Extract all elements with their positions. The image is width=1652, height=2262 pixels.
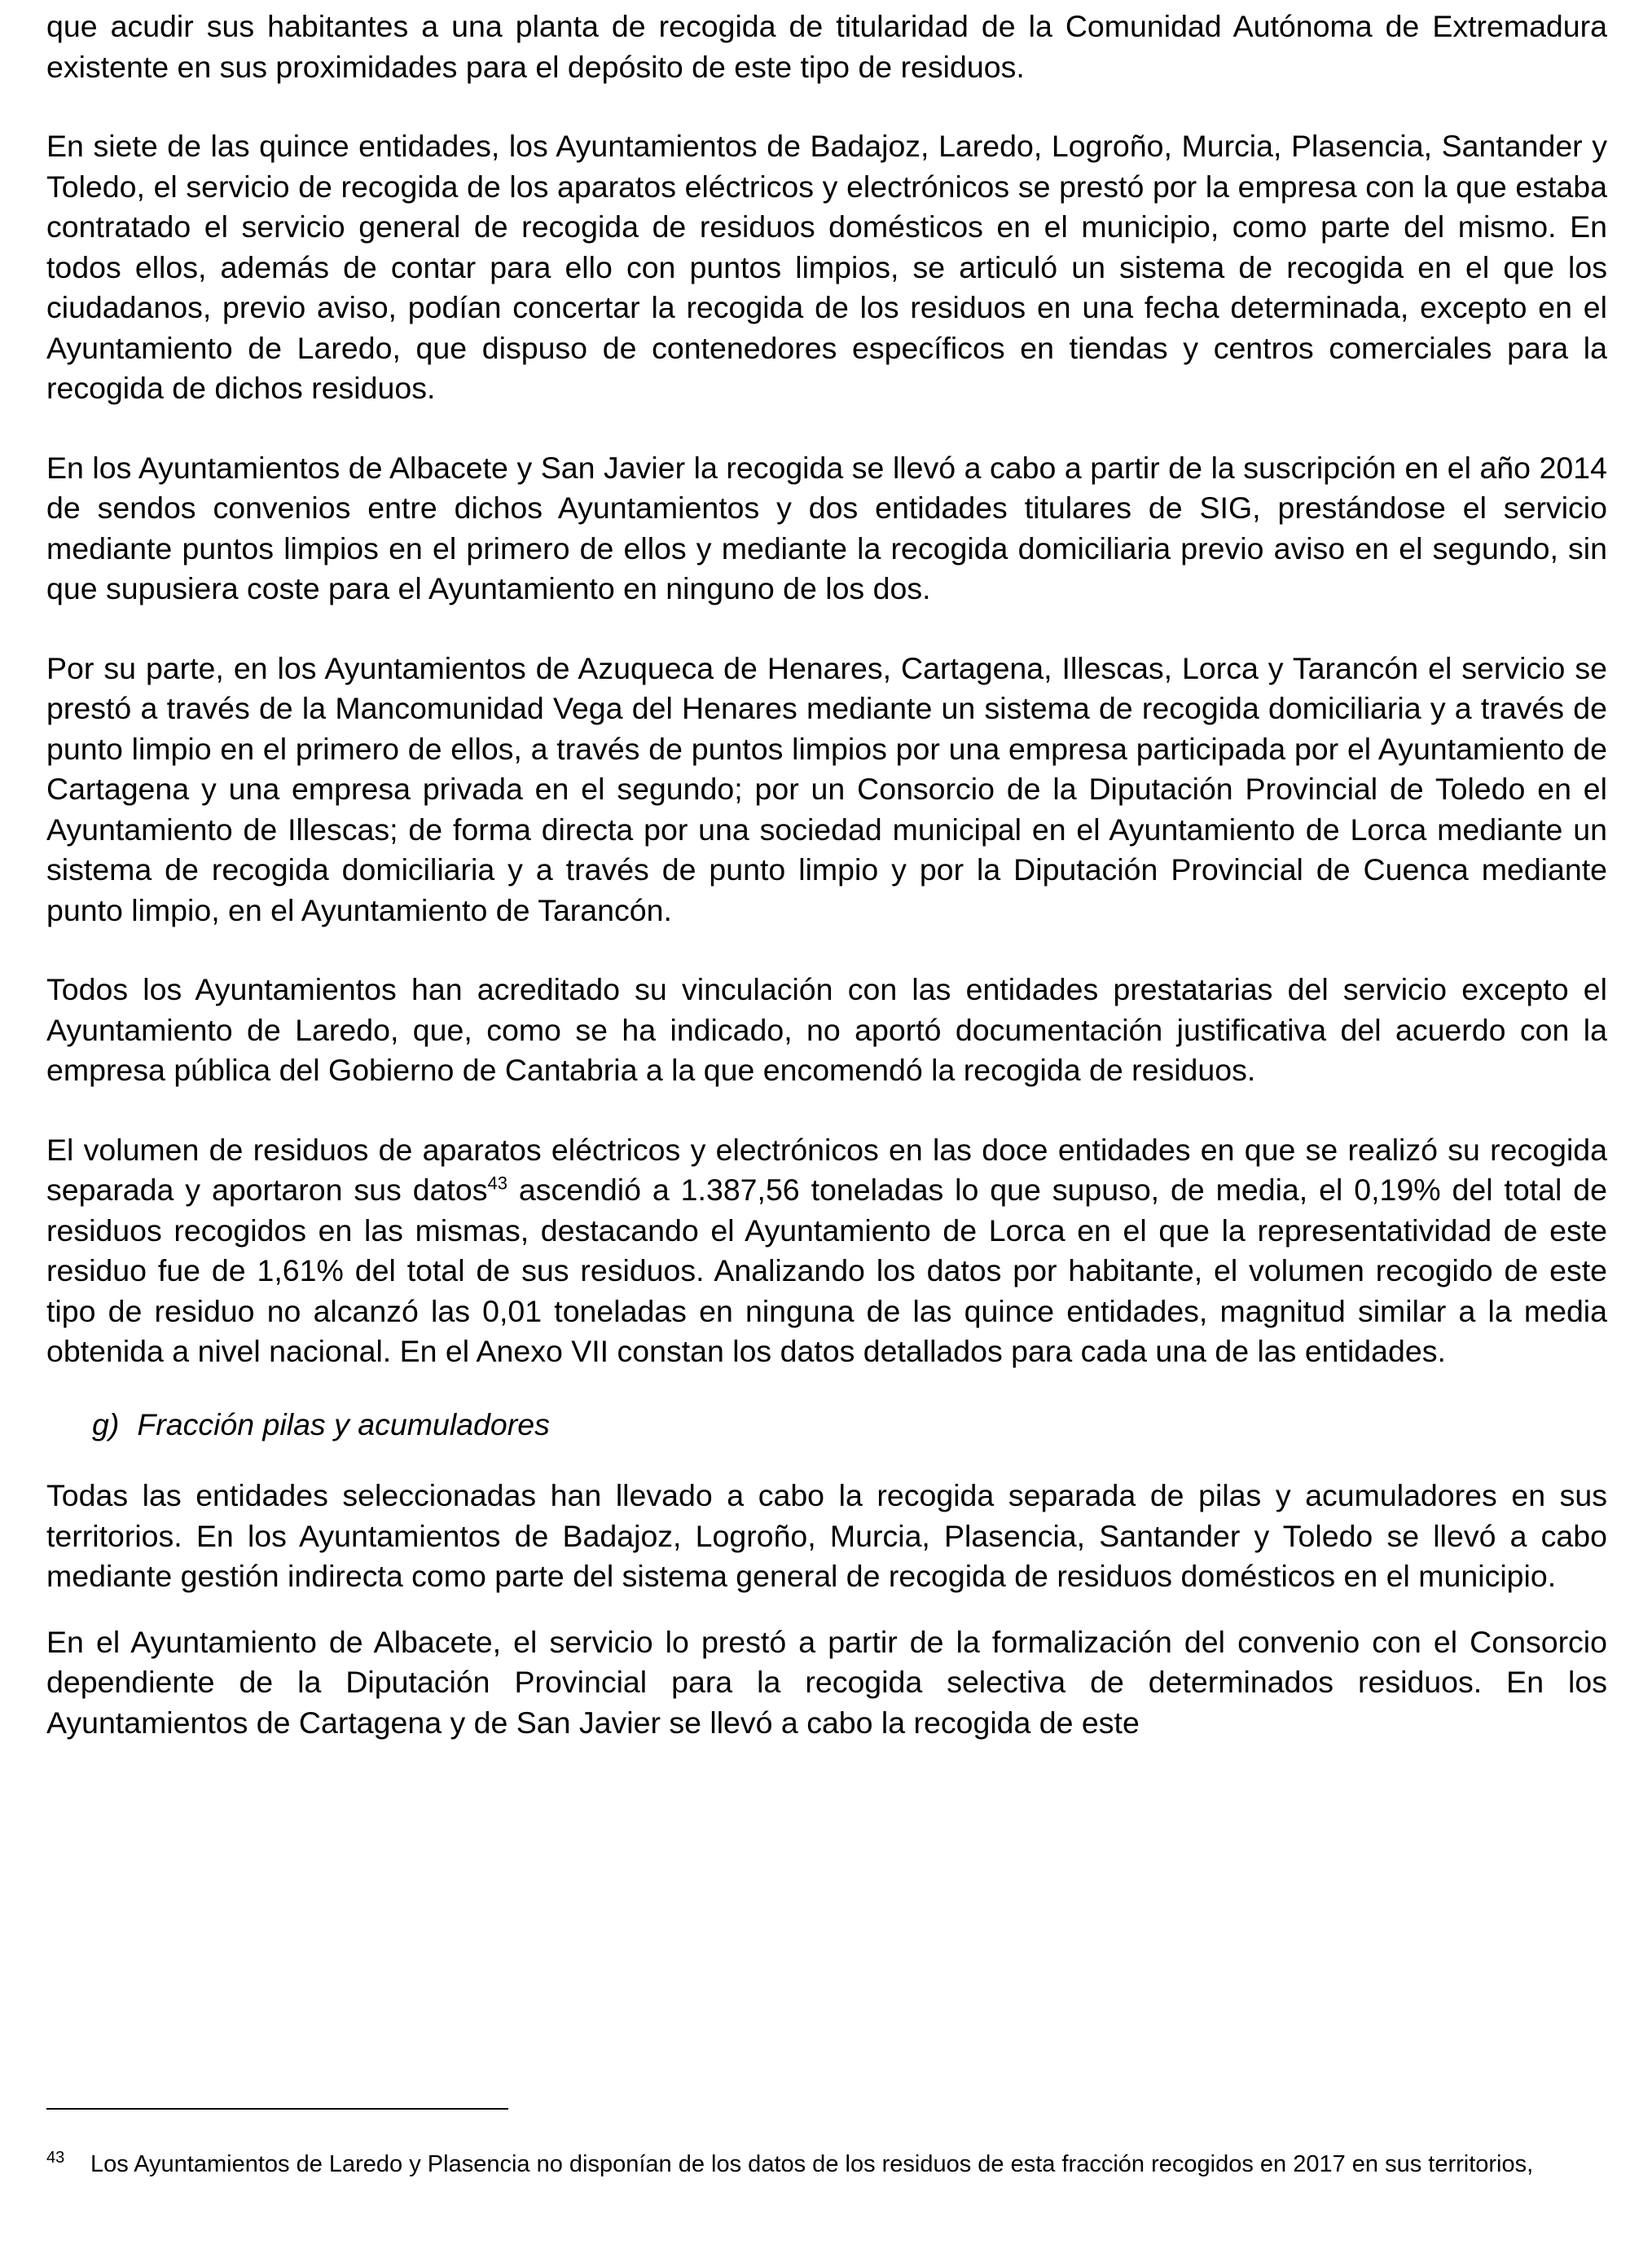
paragraph-pilas-entidades: Todas las entidades seleccionadas han llevado a cabo la recogida separada de pilas y acumuladores en sus territorios. En los Ayuntamientos de Badajoz, Logroño, Murcia, Plasencia, Santander y Toledo se llevó a cabo mediante gestión indirecta como parte del sistema general de recogida de residuos domésticos en el municipio.	[46, 1478, 1607, 1593]
section-title: Fracción pilas y acumuladores	[137, 1406, 550, 1441]
paragraph-vinculacion: Todos los Ayuntamientos han acreditado su vinculación con las entidades prestatarias del servicio excepto el Ayuntamiento de Laredo, que, como se ha indicado, no aportó documentación justificativa del acuerdo con la empresa pública del Gobierno de Cantabria a la que encomendó la recogida de residuos.	[46, 972, 1607, 1087]
volumen-text-start: El volumen de residuos de aparatos eléctricos y electrónicos en las doce entidades en que se realizó su recogida separada y aportaron sus datos	[46, 1132, 1607, 1207]
paragraph-seven-entities: En siete de las quince entidades, los Ayuntamientos de Badajoz, Laredo, Logroño, Murcia, Plasencia, Santander y Toledo, el servicio de recogida de los aparatos eléctricos y electrónicos se prestó por la empresa con la que estaba contratado el servicio general de recogida de residuos domésticos en el municipio, como parte del mismo. En todos ellos, además de contar para ello con puntos limpios, se articuló un sistema de recogida en el que los ciudadanos, previo aviso, podían concertar la recogida de los residuos en una fecha determinada, excepto en el Ayuntamiento de Laredo, que dispuso de contenedores específicos en tiendas y centros comerciales para la recogida de dichos residuos.	[46, 129, 1607, 405]
paragraph-albacete-san-javier: En los Ayuntamientos de Albacete y San Javier la recogida se llevó a cabo a partir de la suscripción en el año 2014 de sendos convenios entre dichos Ayuntamientos y dos entidades titulares de SIG, prestándose el servicio mediante puntos limpios en el primero de ellos y mediante la recogida domiciliaria previo aviso en el segundo, sin que supusiera coste para el Ayuntamiento en ninguno de los dos.	[46, 450, 1607, 605]
footnote-separator	[46, 2108, 508, 2110]
paragraph-pilas-albacete: En el Ayuntamiento de Albacete, el servicio lo prestó a partir de la formalización del convenio con el Consorcio dependiente de la Diputación Provincial para la recogida selectiva de determinados residuos. En los Ayuntamientos de Cartagena y de San Javier se llevó a cabo la recogida de este	[46, 1624, 1607, 1740]
section-letter: g)	[92, 1406, 120, 1441]
footnote-text: Los Ayuntamientos de Laredo y Plasencia no disponían de los datos de los residuos de esta fracción recogidos en 2017 en sus territorios,	[90, 2151, 1534, 2177]
section-heading-pilas	[92, 1405, 1607, 1446]
footnote	[46, 2148, 1607, 2181]
paragraph-volumen	[46, 1130, 1607, 1372]
paragraph-azuqueca-cartagena: Por su parte, en los Ayuntamientos de Azuqueca de Henares, Cartagena, Illescas, Lorca y Tarancón el servicio se prestó a través de la Mancomunidad Vega del Henares mediante un sistema de recogida domiciliaria y a través de punto limpio en el primero de ellos, a través de puntos limpios por una empresa participada por el Ayuntamiento de Cartagena y una empresa privada en el segundo; por un Consorcio de la Diputación Provincial de Toledo en el Ayuntamiento de Illescas; de forma directa por una sociedad municipal en el Ayuntamiento de Lorca mediante un sistema de recogida domiciliaria y a través de punto limpio y por la Diputación Provincial de Cuenca mediante punto limpio, en el Ayuntamiento de Tarancón.	[46, 650, 1607, 927]
footnote-number: 43	[46, 2149, 65, 2167]
paragraph-extremadura: que acudir sus habitantes a una planta de recogida de titularidad de la Comunidad Autónoma de Extremadura existente en sus proximidades para el depósito de este tipo de residuos.	[46, 9, 1607, 84]
volumen-text-end: ascendió a 1.387,56 toneladas lo que supuso, de media, el 0,19% del total de residuos recogidos en las mismas, destacando el Ayuntamiento de Lorca en el que la representatividad de este residuo fue de 1,61% del total de sus residuos. Analizando los datos por habitante, el volumen recogido de este tipo de residuo no alcanzó las 0,01 toneladas en ninguna de las quince entidades, magnitud similar a la media obtenida a nivel nacional. En el Anexo VII constan los datos detallados para cada una de las entidades.	[46, 1173, 1607, 1368]
footnote-reference[interactable]: 43	[487, 1173, 507, 1194]
